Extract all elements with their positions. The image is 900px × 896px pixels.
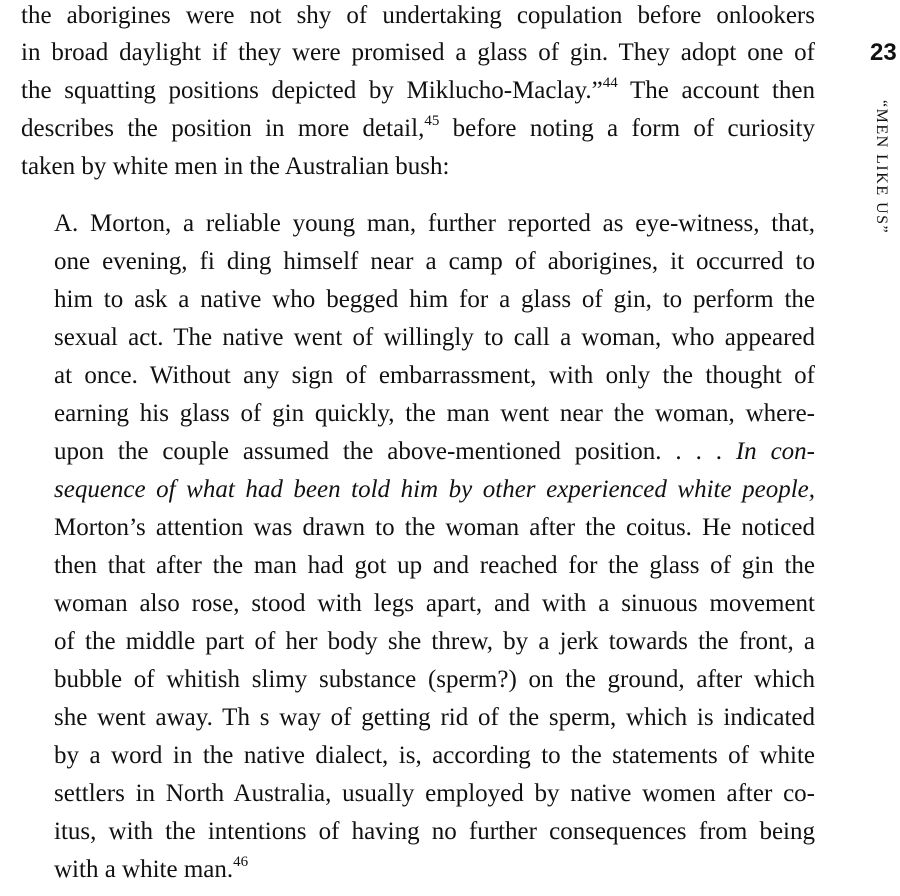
running-head: “MEN LIKE US” (873, 100, 890, 235)
quote-text: one evening, fi ding himself near a camp of aborigines, it occurred to (54, 248, 815, 275)
footnote-ref: 44 (602, 74, 618, 91)
quote-line (54, 813, 815, 851)
quote-line (54, 205, 815, 243)
quote-line (54, 243, 815, 281)
page-number: 23 (870, 39, 897, 66)
quote-text: of the middle part of her body she threw, by a jerk towards the front, a (54, 628, 815, 655)
quote-text: itus, with the intentions of having no further consequences from being (54, 818, 815, 845)
quote-text: then that after the man had got up and reached for the glass of gin the (54, 552, 815, 579)
quote-text: settlers in North Australia, usually employed by native women after co- (54, 780, 815, 807)
body-text: the aborigines were not shy of undertaking copulation before onlookers (21, 2, 815, 29)
quote-text: bubble of whitish slimy substance (sperm?) on the ground, after which (54, 666, 815, 693)
body-text: the squatting positions depicted by Miklucho-Maclay.” (21, 77, 603, 104)
body-line (21, 34, 815, 72)
quote-text: A. Morton, a reliable young man, further reported as eye-witness, that, (54, 210, 815, 237)
body-text: The account then (617, 77, 815, 104)
quote-italic-text: In con- (735, 438, 815, 465)
quote-line (54, 737, 815, 775)
quote-line (54, 585, 815, 623)
body-text: taken by white men in the Australian bush: (21, 153, 450, 180)
body-line (21, 72, 815, 110)
quote-line (54, 509, 815, 547)
body-text: describes the position in more detail, (21, 115, 425, 142)
quote-text: woman also rose, stood with legs apart, and with a sinuous movement (54, 590, 815, 617)
quote-line (54, 699, 815, 737)
body-line (21, 148, 815, 186)
quote-line (54, 395, 815, 433)
body-text: in broad daylight if they were promised a glass of gin. They adopt one of (21, 39, 815, 66)
footnote-ref: 45 (424, 112, 440, 129)
body-line (21, 0, 815, 35)
quote-line (54, 661, 815, 699)
quote-line (54, 851, 815, 889)
quote-line (54, 319, 815, 357)
quote-line (54, 357, 815, 395)
quote-italic-text: sequence of what had been told him by other experienced white people, (54, 476, 815, 503)
quote-text: him to ask a native who begged him for a glass of gin, to perform the (54, 286, 815, 313)
quote-line (54, 433, 815, 471)
quote-text: by a word in the native dialect, is, according to the statements of white (54, 742, 815, 769)
footnote-ref: 46 (233, 853, 249, 870)
quote-text: earning his glass of gin quickly, the man went near the woman, where- (54, 400, 815, 427)
quote-line (54, 775, 815, 813)
quote-text: upon the couple assumed the above-mentioned position. . . . (54, 438, 736, 465)
quote-line (54, 623, 815, 661)
body-text: before noting a form of curiosity (439, 115, 815, 142)
quote-text: Morton’s attention was drawn to the woman after the coitus. He noticed (54, 514, 815, 541)
quote-text: at once. Without any sign of embarrassment, with only the thought of (54, 362, 815, 389)
quote-line (54, 471, 815, 509)
quote-text: she went away. Th s way of getting rid of the sperm, which is indicated (54, 704, 815, 731)
quote-text: sexual act. The native went of willingly to call a woman, who appeared (54, 324, 815, 351)
body-line (21, 110, 815, 148)
quote-line (54, 281, 815, 319)
quote-line (54, 547, 815, 585)
quote-text: with a white man. (54, 856, 234, 883)
